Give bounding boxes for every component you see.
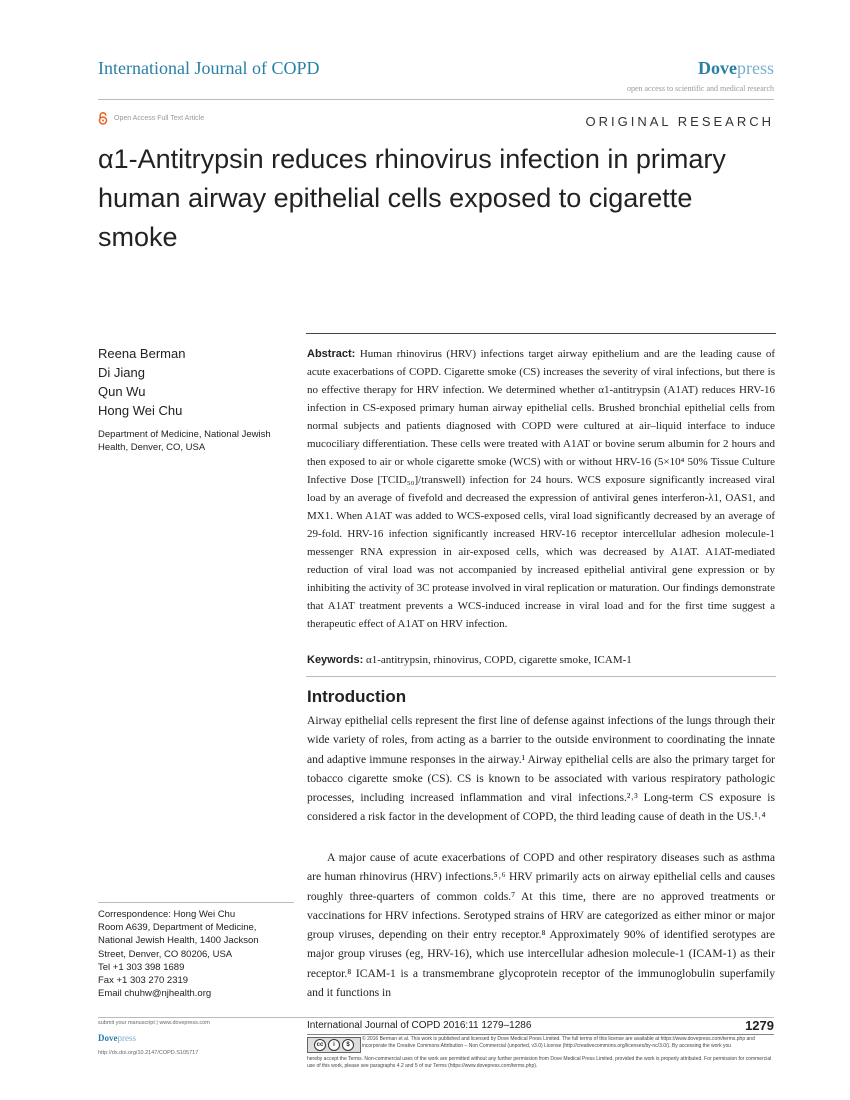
open-access-label: Open Access Full Text Article [114, 115, 205, 122]
citation: International Journal of COPD 2016:11 1279–1286 [307, 1020, 532, 1031]
page-number: 1279 [745, 1018, 774, 1033]
article-title: α1-Antitrypsin reduces rhinovirus infection in primary human airway epithelial cells exposed to cigarette smoke [98, 144, 726, 252]
paragraph: A major cause of acute exacerbations of COPD and other respiratory diseases such as asthma are human rhinovirus (HRV) infections.⁵˒⁶ HRV primarily acts on airway epithelial cells and causes roughly three-quarters of common colds.⁷ At this time, there are no approved treatments or vaccinations for HRV infections. Serotyped strains of HRV are categorized as either minor or major group viruses, depending on their entry receptor.⁸ Approximately 90% of identified serotypes are major group viruses (eg, HRV-16), which use intercellular adhesion molecule-1 (ICAM-1) as their receptor.⁸ ICAM-1 is a transmembrane glycoprotein receptor of the immunoglobulin superfamily and it functions in [307, 851, 775, 1000]
correspondence-line: Street, Denver, CO 80206, USA [98, 948, 233, 960]
correspondence-line: Correspondence: Hong Wei Chu [98, 909, 236, 920]
correspondence [98, 908, 294, 1000]
journal-name: International Journal of COPD [98, 58, 320, 78]
license-text: © 2016 Berman et al. This work is published and licensed by Dove Medical Press Limited. The full terms of this license are available at https://www.dovepress.com/terms.php and incorporate the Creative Commons Attribution – Non Commercial (unported, v3.0) License (http://creativecommons.org/licenses/by-nc/3.0/). By accessing the work you [362, 1036, 755, 1049]
author-name: Di Jiang [98, 365, 145, 380]
cc-circle: cc [314, 1039, 326, 1051]
author-name: Qun Wu [98, 384, 146, 399]
author-name: Reena Berman [98, 346, 186, 361]
license-divider [307, 1034, 774, 1035]
open-access-row [98, 112, 204, 125]
submit-manuscript-link[interactable]: submit your manuscript | www.dovepress.com [98, 1020, 210, 1026]
by-circle-icon: i [328, 1039, 340, 1051]
license-text-continued: hereby accept the Terms. Non-commercial uses of the work are permitted without any further permission from Dove Medical Press Limited, provided the work is properly attributed. For permission for commercial use of this work, please see paragraphs 4.2 and 5 of our Terms (https://www.dovepress.com/terms.php). [307, 1056, 772, 1069]
abstract-divider [306, 333, 776, 334]
publisher-name-b: press [737, 58, 774, 78]
affiliation: Department of Medicine, National Jewish Health, Denver, CO, USA [98, 429, 271, 453]
doi-link[interactable]: http://dx.doi.org/10.2147/COPD.S105717 [98, 1050, 199, 1056]
correspondence-line: National Jewish Health, 1400 Jackson [98, 935, 259, 947]
footer-publisher-logo [98, 1033, 136, 1043]
correspondence-divider [98, 902, 294, 903]
header-divider [98, 99, 774, 100]
keywords-label: Keywords: [307, 654, 364, 666]
author-list [98, 344, 185, 420]
nc-circle-icon: $ [342, 1039, 354, 1051]
paragraph: Airway epithelial cells represent the first line of defense against infections of the lungs through their wide variety of roles, from acting as a barrier to the outside environment to coordinating the innate and adaptive immune responses in the airway.¹ Airway epithelial cells are also the primary target for tobacco cigarette smoke (CS). CS is known to be associated with various respiratory pathologic processes, including increased inflammation and viral infections.²˒³ Long-term CS exposure is considered a risk factor in the development of COPD, the third leading cause of death in the US.¹˒⁴ [307, 714, 775, 824]
keywords-text: α1-antitrypsin, rhinovirus, COPD, cigarette smoke, ICAM-1 [366, 654, 632, 666]
publisher-logo [698, 58, 774, 79]
correspondence-line: Tel +1 303 398 1689 [98, 961, 185, 973]
author-name: Hong Wei Chu [98, 403, 183, 418]
footer-publisher-a: Dove [98, 1033, 118, 1043]
section-heading: Introduction [307, 687, 407, 706]
publisher-name-a: Dove [698, 58, 737, 78]
footer-divider [98, 1017, 774, 1018]
correspondence-line: Room A639, Department of Medicine, [98, 922, 257, 934]
correspondence-line: Fax +1 303 270 2319 [98, 975, 189, 987]
footer-publisher-b: press [117, 1033, 136, 1043]
creative-commons-badge-icon[interactable] [307, 1037, 361, 1053]
abstract-label: Abstract: [307, 348, 356, 360]
abstract-text: Human rhinovirus (HRV) infections target airway epithelium and are the leading cause of acute exacerbations of COPD. Cigarette smoke (CS) increases the severity of viral infections, but there is no effective therapy for HRV infection. We determined whether α1-antitrypsin (A1AT) reduces HRV-16 infection in CS-exposed primary human airway epithelial cells. Brushed bronchial epithelial cells from normal subjects and patients diagnosed with COPD were cultured at air–liquid interface to induce mucociliary differentiation. These cells were treated with A1AT or bovine serum albumin for 2 hours and then exposed to air or whole cigarette smoke (WCS) with or without HRV-16 (5×10⁴ 50% Tissue Culture Infective Dose [TCID₅₀]/transwell) infection for 24 hours. WCS exposure significantly increased viral load by an average of fivefold and decreased the expression of antiviral genes interferon-λ1, OAS1, and MX1. When A1AT was added to WCS-exposed cells, viral load significantly decreased by an average of 29-fold. HRV-16 infection significantly increased HRV-16 receptor intercellular adhesion molecule-1 messenger RNA expression in air-exposed cells, which was decreased by A1AT. A1AT-mediated reduction of viral load was not accompanied by increased epithelial antiviral gene expression or by inhibiting the activity of 3C protease involved in viral replication or maturation. Our findings demonstrate that A1AT treatment prevents a WCS-induced increase in viral load and for the first time suggest a therapeutic effect of A1AT on HRV infection. [307, 348, 776, 630]
abstract [307, 345, 775, 633]
introduction-divider [306, 676, 776, 677]
correspondence-email[interactable]: Email chuhw@njhealth.org [98, 988, 212, 1000]
publisher-tagline: open access to scientific and medical research [626, 84, 774, 93]
open-access-lock-icon [98, 112, 108, 125]
keywords [307, 651, 775, 669]
article-type: ORIGINAL RESEARCH [585, 114, 774, 129]
